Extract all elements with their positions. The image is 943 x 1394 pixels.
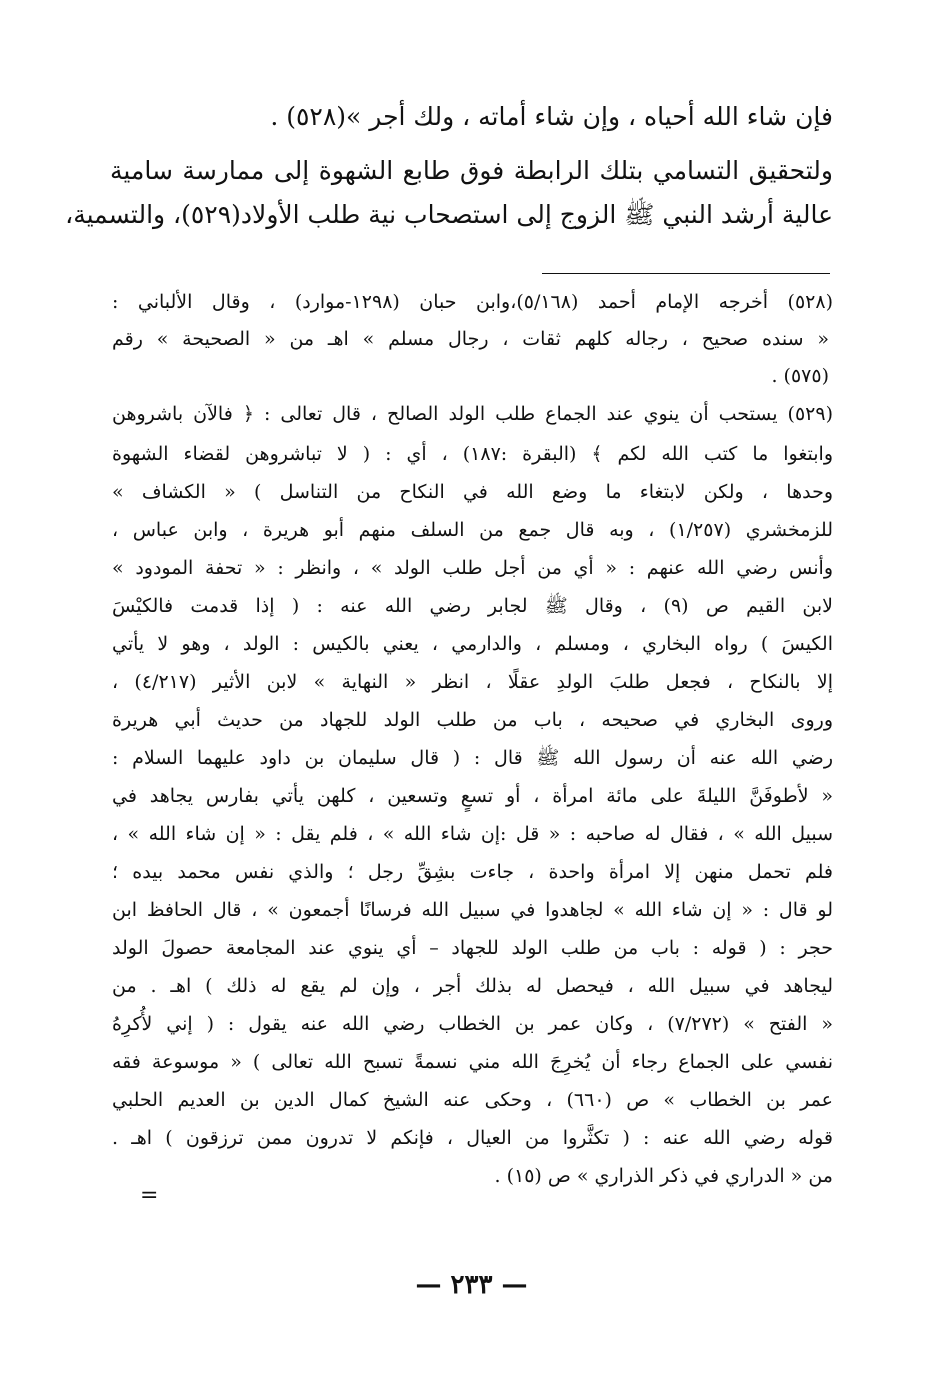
footnote-529-line-9: وروى البخاري في صحيحه ، باب من طلب الولد للجهاد من حديث أبي هريرة [112,709,833,731]
footnote-528-line-2: « سنده صحيح ، رجاله كلهم ثقات ، رجال مسلم » اهـ من « الصحيحة » رقم [112,328,829,350]
footnote-529-line-11: « لأطوفَنَّ الليلةَ على مائة امرأة ، أو تسعٍ وتسعين ، كلهن يأتي بفارس يجاهد في [112,785,833,807]
main-text-line-2: ولتحقيق التسامي بتلك الرابطة فوق طابع الشهوة إلى ممارسة سامية [110,156,833,185]
footnote-529-line-21: من « الدراري في ذكر الذراري » ص (١٥) . [494,1165,833,1187]
footnote-continuation-mark: = [140,1183,159,1208]
footnote-529-line-13: فلم تحمل منهن إلا امرأة واحدة ، جاءت بشِقِّ رجل ؛ والذي نفس محمد بيده ؛ [112,861,833,883]
footnote-529-line-14: لو قال : « إن شاء الله » لجاهدوا في سبيل الله فرسانًا أجمعون » ، قال الحافظ ابن [112,899,833,921]
footnote-529-line-15: حجر : ( قوله : باب من طلب الولد للجهاد – أي ينوي عند المجامعة حصولَ الولد [112,937,833,959]
footnote-529-line-8: إلا بالنكاح ، فجعل طلبَ الولدِ عقلًا ، انظر « النهاية » لابن الأثير (٤/٢١٧) ، [112,671,833,693]
footnote-529-line-4: للزمخشري (١/٢٥٧) ، وبه قال جمع من السلف منهم أبو هريرة ، وابن عباس ، [112,519,833,541]
main-text-line-3: عالية أرشد النبي ﷺ الزوج إلى استصحاب نية طلب الأولاد(٥٢٩)، والتسمية، [65,200,833,229]
footnote-529-line-17: « الفتح » (٧/٢٧٢) ، وكان عمر بن الخطاب رضي الله عنه يقول : ( إني لأُكرِهُ [112,1013,833,1035]
footnote-529-line-20: قوله رضي الله عنه : ( تكثَّروا من العيال ، فإنكم لا تدرون ممن ترزقون ) اهـ . [112,1127,833,1149]
footnote-529-line-19: عمر بن الخطاب » ص (٦٦٠) ، وحكى عنه الشيخ كمال الدين بن العديم الحلبي [112,1089,833,1111]
footnote-529-line-3: وحدها ، ولكن لابتغاء ما وضع الله في النكاح من التناسل ) « الكشاف » [112,481,833,503]
footnote-529-line-12: سبيل الله » ، فقال له صاحبه : « قل :إن شاء الله » ، فلم يقل : « إن شاء الله » ، [112,823,833,845]
footnote-529-line-18: نفسي على الجماع رجاء أن يُخرِجَ الله مني نسمةً تسبح الله تعالى ) « موسوعة فقه [112,1051,833,1073]
page-number: — ٢٣٣ — [415,1270,528,1300]
footnote-separator [542,273,830,274]
main-text-line-1: فإن شاء الله أحياه ، وإن شاء أماته ، ولك أجر »(٥٢٨) . [270,102,833,131]
footnote-529-line-1: (٥٢٩) يستحب أن ينوي عند الجماع طلب الولد الصالح ، قال تعالى : ﴿ فالآن باشروهن [112,403,834,425]
footnote-529-line-10: رضي الله عنه أن رسول الله ﷺ قال : ( قال سليمان بن داود عليهما السلام : [112,747,833,769]
footnote-528-line-1: (٥٢٨) أخرجه الإمام أحمد (٥/١٦٨)،وابن حبان (١٢٩٨-موارد) ، وقال الألباني : [112,291,834,313]
footnote-529-line-2: وابتغوا ما كتب الله لكم ﴾ (البقرة :١٨٧) ، أي : ( لا تباشروهن لقضاء الشهوة [112,443,833,465]
footnote-529-line-6: لابن القيم ص (٩) ، وقال ﷺ لجابر رضي الله عنه : ( إذا قدمت فالكيْسَ [112,595,834,617]
footnote-529-line-16: ليجاهد في سبيل الله ، فيحصل له بذلك أجر ، وإن لم يقع له ذلك ) اهـ . من [112,975,833,997]
footnote-528-line-3: (٥٧٥) . [771,365,829,387]
footnote-529-line-5: وأنس رضي الله عنهم : « أي من أجل طلب الولد » ، وانظر : « تحفة المودود » [112,557,833,579]
footnote-529-line-7: الكيسَ ) رواه البخاري ، ومسلم ، والدارمي ، يعني بالكيس : الولد ، وهو لا يأتي [112,633,833,655]
